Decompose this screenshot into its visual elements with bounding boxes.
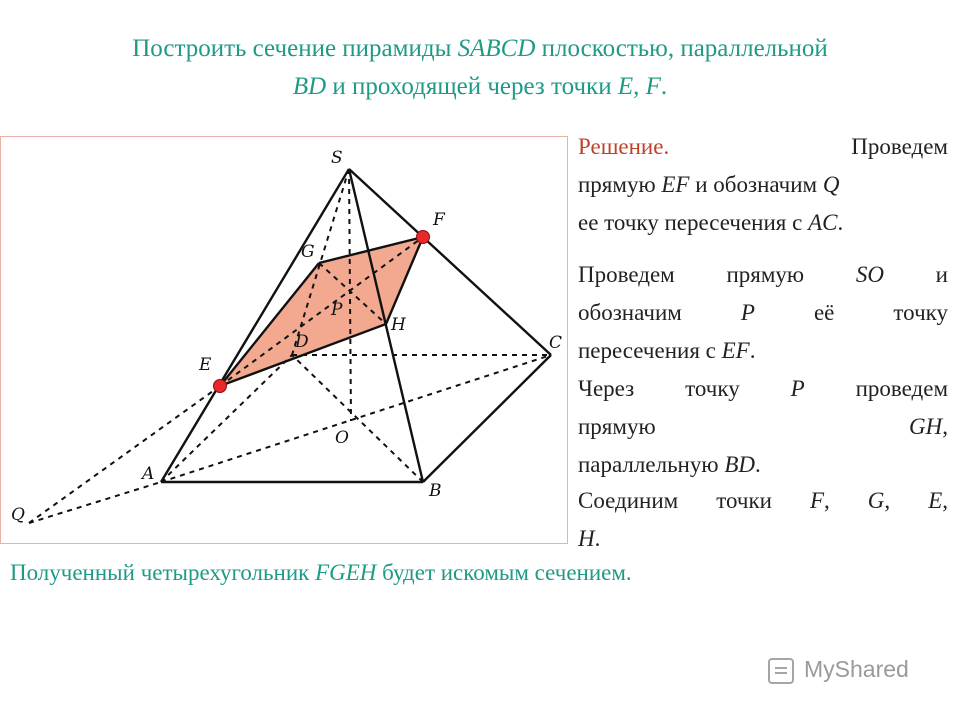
label-a: A (142, 464, 155, 484)
solution-step-4: Соединим точки F, G, E, H. (578, 488, 949, 551)
brand-label: MyShared (804, 656, 909, 682)
label-e: E (199, 355, 212, 375)
presentation-icon (768, 658, 794, 684)
solution-heading: Решение. (578, 134, 670, 159)
label-b: B (429, 481, 442, 501)
edge-bc (423, 355, 551, 482)
label-h: H (391, 315, 406, 335)
point-e-marker (214, 380, 227, 393)
slide-title: Построить сечение пирамиды SABCD плоскостью, параллельной BD и проходящей через точки E, F. (132, 35, 828, 100)
solution-step-2: Проведем прямую SO и обозначим P её точку пересечения с EF. (578, 262, 948, 363)
pyramid-svg (1, 137, 567, 543)
label-q: Q (11, 505, 25, 525)
label-o: O (335, 428, 349, 448)
title-pyramid-name: SABCD (457, 35, 536, 62)
solution-step-3: Через точку P проведем прямую GH, параллельную BD. (578, 376, 948, 477)
label-p: P (331, 300, 343, 320)
solution-step-1: Решение. Проведем прямую EF и обозначим Q ее точку пересечения с AC. (578, 134, 948, 235)
title-text: Построить сечение пирамиды (132, 35, 458, 62)
diagonal-ac (161, 355, 551, 482)
conclusion-text: Полученный четырехугольник FGEH будет искомым сечением. (10, 560, 632, 585)
diagonal-bd (292, 355, 423, 482)
label-f: F (433, 210, 445, 230)
title-line-bd: BD (292, 73, 327, 100)
title-point-e: E (617, 73, 634, 100)
point-f-marker (417, 231, 430, 244)
title-point-f: F (645, 73, 661, 100)
brand-watermark[interactable] (768, 656, 928, 692)
pyramid-diagram (0, 136, 568, 544)
title-text: плоскостью, параллельной (535, 35, 828, 62)
line-qe (29, 386, 220, 523)
label-c: C (549, 333, 563, 353)
label-s: S (331, 148, 343, 168)
title-text: и проходящей через точки (326, 73, 618, 100)
line-qc (29, 482, 161, 523)
label-g: G (301, 242, 315, 262)
label-d: D (295, 332, 309, 352)
